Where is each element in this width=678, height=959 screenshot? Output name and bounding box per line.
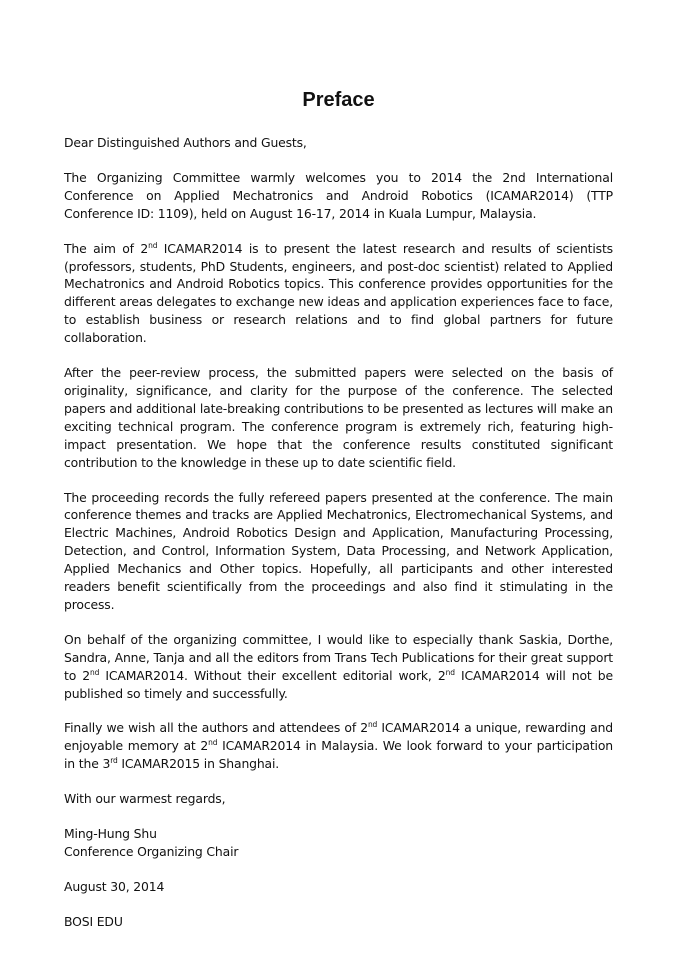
wishes-text-a: Finally we wish all the authors and attendees of 2 xyxy=(64,720,368,736)
review-paragraph: After the peer-review process, the submitted papers were selected on the basis of originality, significance, and clarity for the purpose of the conference. The selected papers and additional late-breaking contributions to be presented as lectures will make an exciting technical program. The conference program is extremely rich, featuring high-impact presentation. We hope that the conference results constituted significant contribution to the knowledge in these up to date scientific field. xyxy=(64,365,613,470)
wishes-superscript-3: rd xyxy=(110,756,118,766)
wishes-superscript-2: nd xyxy=(208,738,218,748)
closing: With our warmest regards, xyxy=(64,791,226,807)
wishes-text-b: ICAMAR2014 a unique, rewarding and enjoyable memory at 2 xyxy=(64,720,613,754)
aim-paragraph xyxy=(64,240,613,347)
thanks-text-c: ICAMAR2014 will not be published so timely and successfully. xyxy=(64,667,613,701)
signature-block xyxy=(64,825,613,861)
aim-superscript: nd xyxy=(148,240,158,250)
aim-text-a: The aim of 2 xyxy=(64,240,149,256)
wishes-paragraph xyxy=(64,719,613,773)
thanks-paragraph xyxy=(64,631,613,703)
page-title: Preface xyxy=(302,89,375,111)
thanks-text-b: ICAMAR2014. Without their excellent editorial work, 2 xyxy=(99,667,446,683)
aim-text-b: ICAMAR2014 is to present the latest research and results of scientists (professors, students, PhD Students, engineers, and post-doc scientist) related to Applied Mechatronics and Android Robotics topics. This conference provides opportunities for the different areas delegates to exchange new ideas and application experiences face to face, to establish business or research relations and to find global partners for future collaboration. xyxy=(64,240,613,346)
wishes-superscript-1: nd xyxy=(367,720,378,730)
signer-name: Ming-Hung Shu xyxy=(64,826,157,842)
wishes-text-c: ICAMAR2014 in Malaysia. We look forward to your participation in the 3 xyxy=(64,738,613,772)
thanks-text-a: On behalf of the organizing committee, I would like to especially thank Saskia, Dorthe, Sandra, Anne, Tanja and all the editors from Trans Tech Publications for their great support to 2 xyxy=(64,631,613,683)
welcome-paragraph: The Organizing Committee warmly welcomes you to 2014 the 2nd International Conference on Applied Mechatronics and Android Robotics (ICAMAR2014) (TTP Conference ID: 1109), held on August 16-17, 2014 in Kuala Lumpur, Malaysia. xyxy=(64,169,613,221)
salutation: Dear Distinguished Authors and Guests, xyxy=(64,135,307,150)
wishes-text-d: ICAMAR2015 in Shanghai. xyxy=(117,756,280,772)
proceedings-paragraph: The proceeding records the fully refereed papers presented at the conference. The main conference themes and tracks are Applied Mechatronics, Electromechanical Systems, and Electric Machines, Android Robotics Design and Application, Manufacturing Processing, Detection, and Control, Information System, Data Processing, and Network Application, Applied Mechanics and Other topics. Hopefully, all participants and other interested readers benefit scientifically from the proceedings and also find it stimulating in the process. xyxy=(64,489,613,612)
thanks-superscript-2: nd xyxy=(445,667,455,677)
signer-title: Conference Organizing Chair xyxy=(64,844,239,859)
organization: BOSI EDU xyxy=(64,913,123,929)
preface-page xyxy=(64,86,613,948)
thanks-superscript-1: nd xyxy=(90,667,100,677)
date: August 30, 2014 xyxy=(64,878,165,894)
